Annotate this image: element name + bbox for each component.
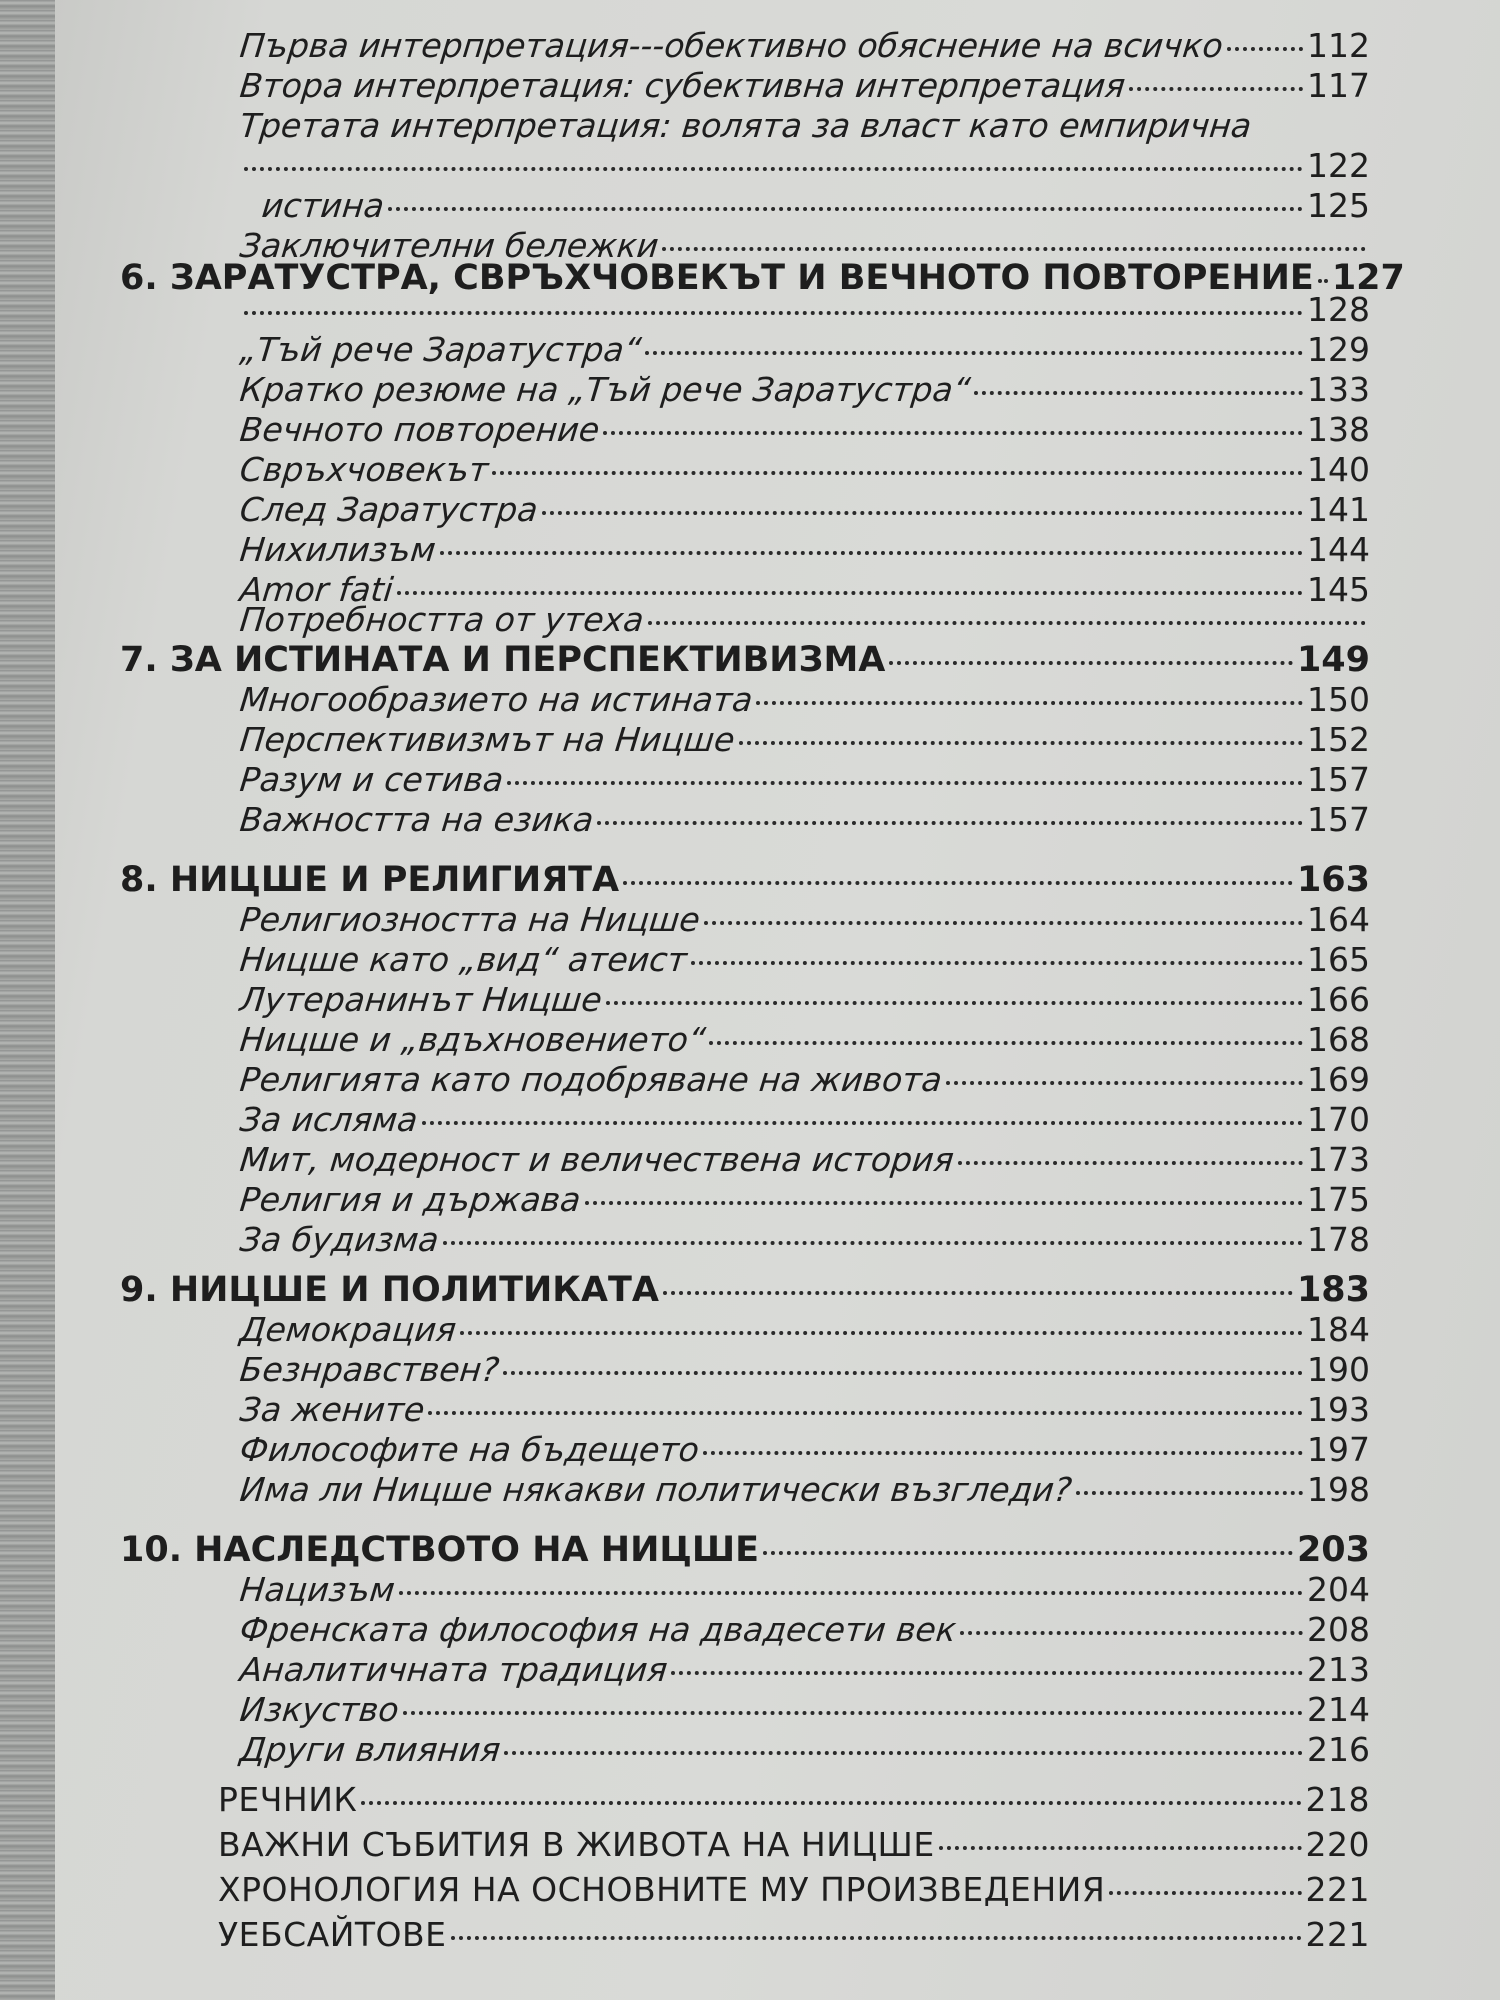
toc-entry-page: 112 xyxy=(1307,26,1370,65)
chapter-heading xyxy=(120,860,1370,900)
chapter-title: 7. ЗА ИСТИНАТА И ПЕРСПЕКТИВИЗМА xyxy=(120,640,886,680)
appendix-page: 220 xyxy=(1305,1825,1370,1864)
dot-leader xyxy=(1129,87,1303,91)
appendix-entry-glossary xyxy=(218,1780,1370,1820)
toc-entry xyxy=(240,370,1370,410)
toc-entry-title: Други влияния xyxy=(238,1730,503,1769)
toc-entry-page: 197 xyxy=(1307,1430,1370,1469)
dot-leader xyxy=(244,167,1303,171)
toc-entry xyxy=(240,1100,1370,1140)
dot-leader xyxy=(1318,279,1328,283)
toc-entry-title: Първа интерпретация---обективно обяснение на всичко xyxy=(238,26,1225,65)
dot-leader xyxy=(606,1001,1303,1005)
dot-leader xyxy=(739,741,1303,745)
toc-entry-title: Изкуство xyxy=(238,1690,401,1729)
toc-entry xyxy=(240,66,1370,106)
toc-entry-title: Amor fati xyxy=(238,570,396,609)
toc-entry-page: 145 xyxy=(1307,570,1370,609)
dot-leader xyxy=(763,1551,1293,1555)
toc-entry xyxy=(240,1390,1370,1430)
toc-entry-page: 216 xyxy=(1307,1730,1370,1769)
dot-leader xyxy=(397,591,1303,595)
toc-entry-page: 173 xyxy=(1307,1140,1370,1179)
toc-entry-page: 157 xyxy=(1307,760,1370,799)
toc-entry-title: Разум и сетива xyxy=(238,760,506,799)
toc-entry-title-line1: Третата интерпретация: волята за власт като емпирична xyxy=(238,106,1254,145)
chapter-title: 10. НАСЛЕДСТВОТО НА НИЦШЕ xyxy=(120,1530,759,1570)
toc-entry-page: 190 xyxy=(1307,1350,1370,1389)
toc-entry-page: 198 xyxy=(1307,1470,1370,1509)
toc-entry xyxy=(240,1730,1370,1770)
toc-entry-title: Нацизъм xyxy=(238,1570,397,1609)
toc-entry xyxy=(240,490,1370,530)
dot-leader xyxy=(507,781,1303,785)
dot-leader xyxy=(542,511,1303,515)
toc-entry xyxy=(240,26,1370,66)
toc-entry-page: 204 xyxy=(1307,1570,1370,1609)
toc-entry-page: 133 xyxy=(1307,370,1370,409)
chapter-page: 149 xyxy=(1296,640,1370,680)
toc-entry-title: Демокрация xyxy=(238,1310,459,1349)
appendix-page: 221 xyxy=(1305,1915,1370,1954)
toc-entry-page: 152 xyxy=(1307,720,1370,759)
toc-entry xyxy=(240,1060,1370,1100)
toc-entry xyxy=(240,600,1370,640)
toc-entry-page: 208 xyxy=(1307,1610,1370,1649)
dot-leader xyxy=(671,1671,1303,1675)
toc-entry-page: 168 xyxy=(1307,1020,1370,1059)
toc-entry-page: 184 xyxy=(1307,1310,1370,1349)
dot-leader xyxy=(958,1161,1303,1165)
toc-entry-title: Перспективизмът на Ницше xyxy=(238,720,737,759)
dot-leader xyxy=(1109,1891,1301,1895)
toc-entry-title: Заключителни бележки xyxy=(238,226,661,265)
appendix-title: РЕЧНИК xyxy=(218,1780,358,1819)
toc-entry-title: Кратко резюме на „Тъй рече Заратустра“ xyxy=(238,370,973,409)
dot-leader xyxy=(1227,47,1303,51)
toc-entry-page: 213 xyxy=(1307,1650,1370,1689)
dot-leader xyxy=(704,921,1303,925)
chapter-page: 163 xyxy=(1296,860,1370,900)
toc-entry xyxy=(240,1020,1370,1060)
toc-entry xyxy=(240,940,1370,980)
chapter-heading xyxy=(120,1270,1370,1310)
dot-leader xyxy=(960,1631,1303,1635)
toc-entry-title: Вечното повторение xyxy=(238,410,602,449)
toc-entry xyxy=(240,330,1370,370)
toc-entry-title: Нихилизъм xyxy=(238,530,438,569)
appendix-page: 221 xyxy=(1305,1870,1370,1909)
toc-entry-title: Безнравствен? xyxy=(238,1350,502,1389)
dot-leader xyxy=(460,1331,1303,1335)
toc-entry xyxy=(240,290,1370,330)
toc-entry-title: Религия и държава xyxy=(238,1180,583,1219)
toc-entry-title: Свръхчовекът xyxy=(238,450,491,489)
toc-entry xyxy=(262,186,1370,226)
dot-leader xyxy=(623,881,1293,885)
dot-leader xyxy=(756,701,1303,705)
toc-entry-title: Религиозността на Ницше xyxy=(238,900,702,939)
toc-entry-title: Лутеранинът Ницше xyxy=(238,980,604,1019)
toc-entry-title: Важността на езика xyxy=(238,800,596,839)
toc-entry-title: Френската философия на двадесети век xyxy=(238,1610,959,1649)
chapter-title: 6. ЗАРАТУСТРА, СВРЪХЧОВЕКЪТ И ВЕЧНОТО ПОВТОРЕНИЕ xyxy=(120,258,1314,298)
toc-entry xyxy=(240,1650,1370,1690)
toc-entry-title: Потребността от утеха xyxy=(238,600,646,639)
chapter-heading xyxy=(120,640,1370,680)
toc-entry-page: 169 xyxy=(1307,1060,1370,1099)
toc-entry-page: 150 xyxy=(1307,680,1370,719)
toc-entry-title: Многообразието на истината xyxy=(238,680,755,719)
chapter-title: 8. НИЦШЕ И РЕЛИГИЯТА xyxy=(120,860,620,900)
toc-entry-page: 178 xyxy=(1307,1220,1370,1259)
toc-entry xyxy=(240,1690,1370,1730)
dot-leader xyxy=(504,1751,1303,1755)
toc-entry xyxy=(240,146,1370,186)
toc-entry xyxy=(240,800,1370,840)
chapter-heading xyxy=(120,1530,1370,1570)
toc-entry-page: 164 xyxy=(1307,900,1370,939)
toc-entry-title: За исляма xyxy=(238,1100,420,1139)
appendix-entry-chronology xyxy=(218,1870,1370,1910)
appendix-title: ВАЖНИ СЪБИТИЯ В ЖИВОТА НА НИЦШЕ xyxy=(218,1825,935,1864)
chapter-page: 183 xyxy=(1296,1270,1370,1310)
toc-entry-page: 166 xyxy=(1307,980,1370,1019)
toc-entry xyxy=(240,1610,1370,1650)
dot-leader xyxy=(974,391,1303,395)
toc-entry xyxy=(240,1140,1370,1180)
dot-leader xyxy=(428,1411,1303,1415)
toc-entry xyxy=(240,530,1370,570)
chapter-page: 203 xyxy=(1296,1530,1370,1570)
dot-leader xyxy=(603,431,1303,435)
dot-leader xyxy=(645,351,1303,355)
dot-leader xyxy=(1076,1491,1303,1495)
toc-entry-page: 141 xyxy=(1307,490,1370,529)
toc-entry-page: 138 xyxy=(1307,410,1370,449)
toc-entry xyxy=(240,680,1370,720)
toc-entry xyxy=(240,980,1370,1020)
dot-leader xyxy=(451,1936,1302,1940)
appendix-title: ХРОНОЛОГИЯ НА ОСНОВНИТЕ МУ ПРОИЗВЕДЕНИЯ xyxy=(218,1870,1106,1909)
dot-leader xyxy=(492,471,1303,475)
dot-leader xyxy=(889,661,1293,665)
toc-entry-title: Има ли Ницше някакви политически възгледи? xyxy=(238,1470,1074,1509)
toc-entry-page: 128 xyxy=(1307,290,1370,329)
toc-entry-page: 117 xyxy=(1307,66,1370,105)
dot-leader xyxy=(663,1291,1293,1295)
dot-leader xyxy=(585,1201,1303,1205)
toc-entry-page: 122 xyxy=(1307,146,1370,185)
toc-entry-page: 125 xyxy=(1307,186,1370,225)
dot-leader xyxy=(422,1121,1303,1125)
toc-entry xyxy=(240,1350,1370,1390)
dot-leader xyxy=(388,207,1303,211)
toc-entry xyxy=(240,1430,1370,1470)
toc-entry-page: 165 xyxy=(1307,940,1370,979)
dot-leader xyxy=(662,247,1366,251)
dot-leader xyxy=(503,1371,1303,1375)
appendix-title: УЕБСАЙТОВЕ xyxy=(218,1915,447,1954)
toc-entry-page: 170 xyxy=(1307,1100,1370,1139)
toc-entry-title: Втора интерпретация: субективна интерпретация xyxy=(238,66,1128,105)
toc-entry-title: За жените xyxy=(238,1390,427,1429)
dot-leader xyxy=(361,1801,1301,1805)
dot-leader xyxy=(399,1591,1303,1595)
toc-entry-title: Философите на бъдещето xyxy=(238,1430,702,1469)
toc-entry-title: Ницше като „вид“ атеист xyxy=(238,940,689,979)
toc-entry-title: Ницше и „вдъхновението“ xyxy=(238,1020,708,1059)
toc-entry xyxy=(240,1220,1370,1260)
toc-entry xyxy=(240,1470,1370,1510)
toc-entry-page: 157 xyxy=(1307,800,1370,839)
dot-leader xyxy=(440,551,1303,555)
dot-leader xyxy=(244,311,1303,315)
toc-entry-page: 214 xyxy=(1307,1690,1370,1729)
dot-leader xyxy=(703,1451,1303,1455)
toc-entry xyxy=(240,410,1370,450)
chapter-title: 9. НИЦШЕ И ПОЛИТИКАТА xyxy=(120,1270,659,1310)
toc-entry-page: 129 xyxy=(1307,330,1370,369)
toc-entry-page: 193 xyxy=(1307,1390,1370,1429)
toc-entry xyxy=(240,1310,1370,1350)
dot-leader xyxy=(946,1081,1303,1085)
toc-entry-title: Мит, модерност и величествена история xyxy=(238,1140,956,1179)
toc-entry-page: 144 xyxy=(1307,530,1370,569)
dot-leader xyxy=(403,1711,1303,1715)
appendix-entry-websites xyxy=(218,1915,1370,1955)
toc-entry xyxy=(240,720,1370,760)
toc-entry-page: 140 xyxy=(1307,450,1370,489)
dot-leader xyxy=(939,1846,1302,1850)
dot-leader xyxy=(691,961,1303,965)
toc-entry xyxy=(240,1180,1370,1220)
toc-entry-title: Религията като подобряване на живота xyxy=(238,1060,944,1099)
toc-entry xyxy=(240,900,1370,940)
appendix-page: 218 xyxy=(1305,1780,1370,1819)
toc-entry xyxy=(240,760,1370,800)
toc-entry xyxy=(240,1570,1370,1610)
dot-leader xyxy=(443,1241,1303,1245)
toc-entry-title: „Тъй рече Заратустра“ xyxy=(238,330,644,369)
toc-entry-title: След Заратустра xyxy=(238,490,540,529)
toc-entry-title: За будизма xyxy=(238,1220,441,1259)
dot-leader xyxy=(709,1041,1303,1045)
dot-leader xyxy=(648,621,1366,625)
toc-entry xyxy=(240,450,1370,490)
toc-entry-title: Аналитичната традиция xyxy=(238,1650,670,1689)
appendix-entry-events xyxy=(218,1825,1370,1865)
dot-leader xyxy=(597,821,1303,825)
chapter-page: 127 xyxy=(1331,258,1405,298)
toc-entry-title: истина xyxy=(260,186,387,225)
toc-entry-page: 175 xyxy=(1307,1180,1370,1219)
